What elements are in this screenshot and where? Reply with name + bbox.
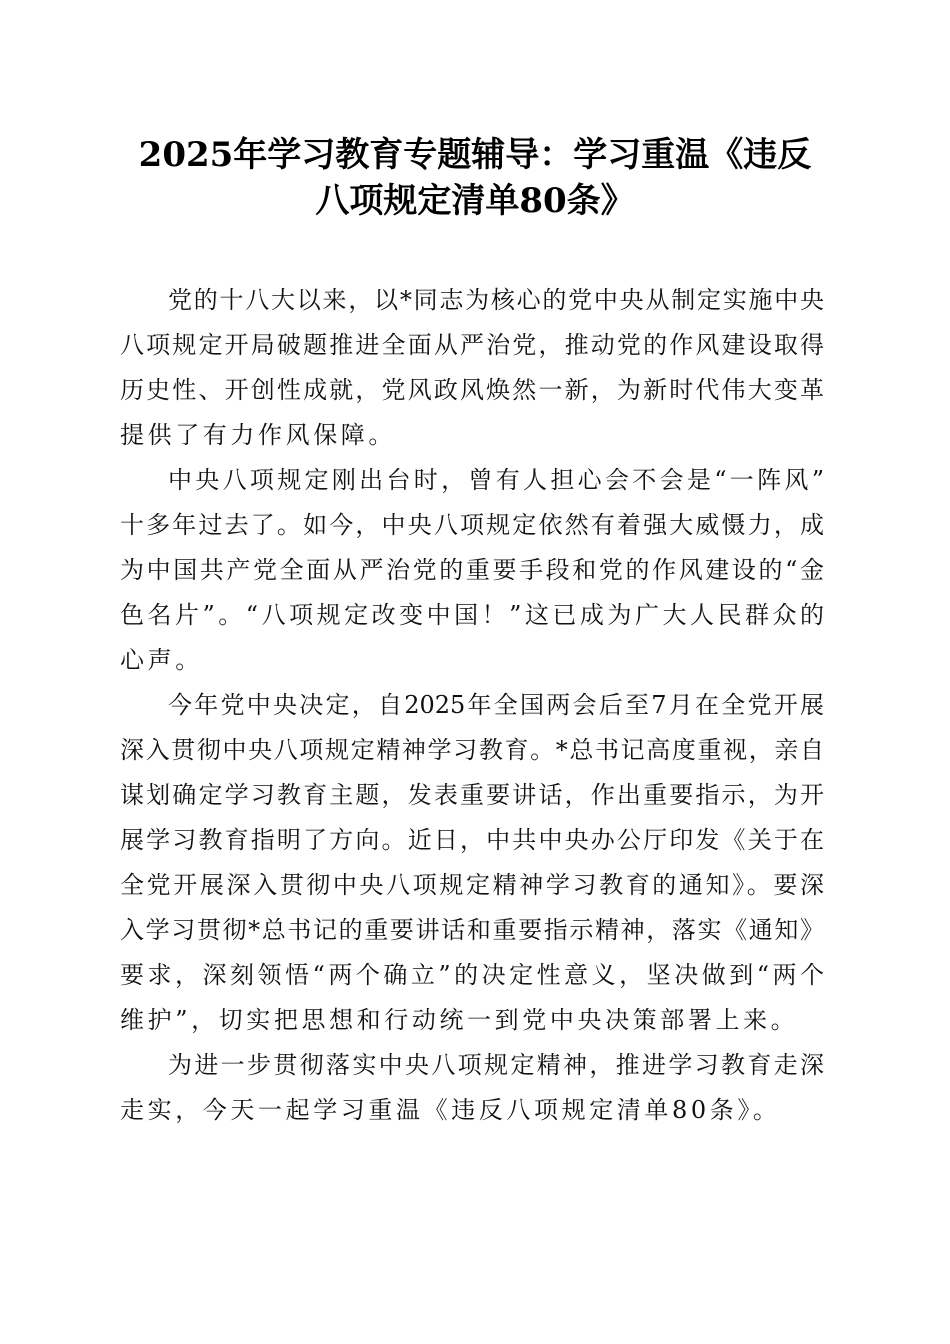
paragraph-line: 维护”，切实把思想和行动统一到党中央决策部署上来。 [120, 1006, 799, 1034]
paragraph-line: 历史性、开创性成就，党风政风焕然一新，为新时代伟大变革 [120, 376, 824, 404]
paragraph-line: 要求，深刻领悟“两个确立”的决定性意义，坚决做到“两个 [120, 961, 824, 989]
paragraph-line: 展学习教育指明了方向。近日，中共中央办公厅印发《关于在 [120, 826, 824, 854]
paragraph-line: 中央八项规定刚出台时，曾有人担心会不会是“一阵风” [168, 466, 824, 494]
paragraph-line: 今年党中央决定，自2025年全国两会后至7月在全党开展 [168, 691, 824, 719]
paragraph-line: 十多年过去了。如今，中央八项规定依然有着强大威慑力，成 [120, 511, 824, 539]
document-title [100, 132, 850, 224]
paragraph-line: 色名片”。“八项规定改变中国！”这已成为广大人民群众的 [120, 601, 824, 629]
paragraph-line: 入学习贯彻*总书记的重要讲话和重要指示精神，落实《通知》 [120, 916, 824, 944]
paragraph-line: 党的十八大以来，以*同志为核心的党中央从制定实施中央 [168, 286, 824, 314]
paragraph-line: 心声。 [120, 646, 203, 674]
paragraph-line: 全党开展深入贯彻中央八项规定精神学习教育的通知》。要深 [120, 871, 824, 899]
title-line-2: 八项规定清单80条》 [315, 181, 635, 221]
paragraph-line: 谋划确定学习教育主题，发表重要讲话，作出重要指示，为开 [120, 781, 824, 809]
title-line-1: 2025年学习教育专题辅导：学习重温《违反 [138, 135, 812, 175]
paragraph-line: 八项规定开局破题推进全面从严治党，推动党的作风建设取得 [120, 331, 824, 359]
paragraph-line: 深入贯彻中央八项规定精神学习教育。*总书记高度重视，亲自 [120, 736, 824, 764]
paragraph-line: 为进一步贯彻落实中央八项规定精神，推进学习教育走深 [168, 1051, 824, 1079]
paragraph-line: 为中国共产党全面从严治党的重要手段和党的作风建设的“金 [120, 556, 824, 584]
paragraph-line: 走实，今天一起学习重温《违反八项规定清单80条》。 [120, 1096, 781, 1124]
paragraph-line: 提供了有力作风保障。 [120, 421, 396, 449]
